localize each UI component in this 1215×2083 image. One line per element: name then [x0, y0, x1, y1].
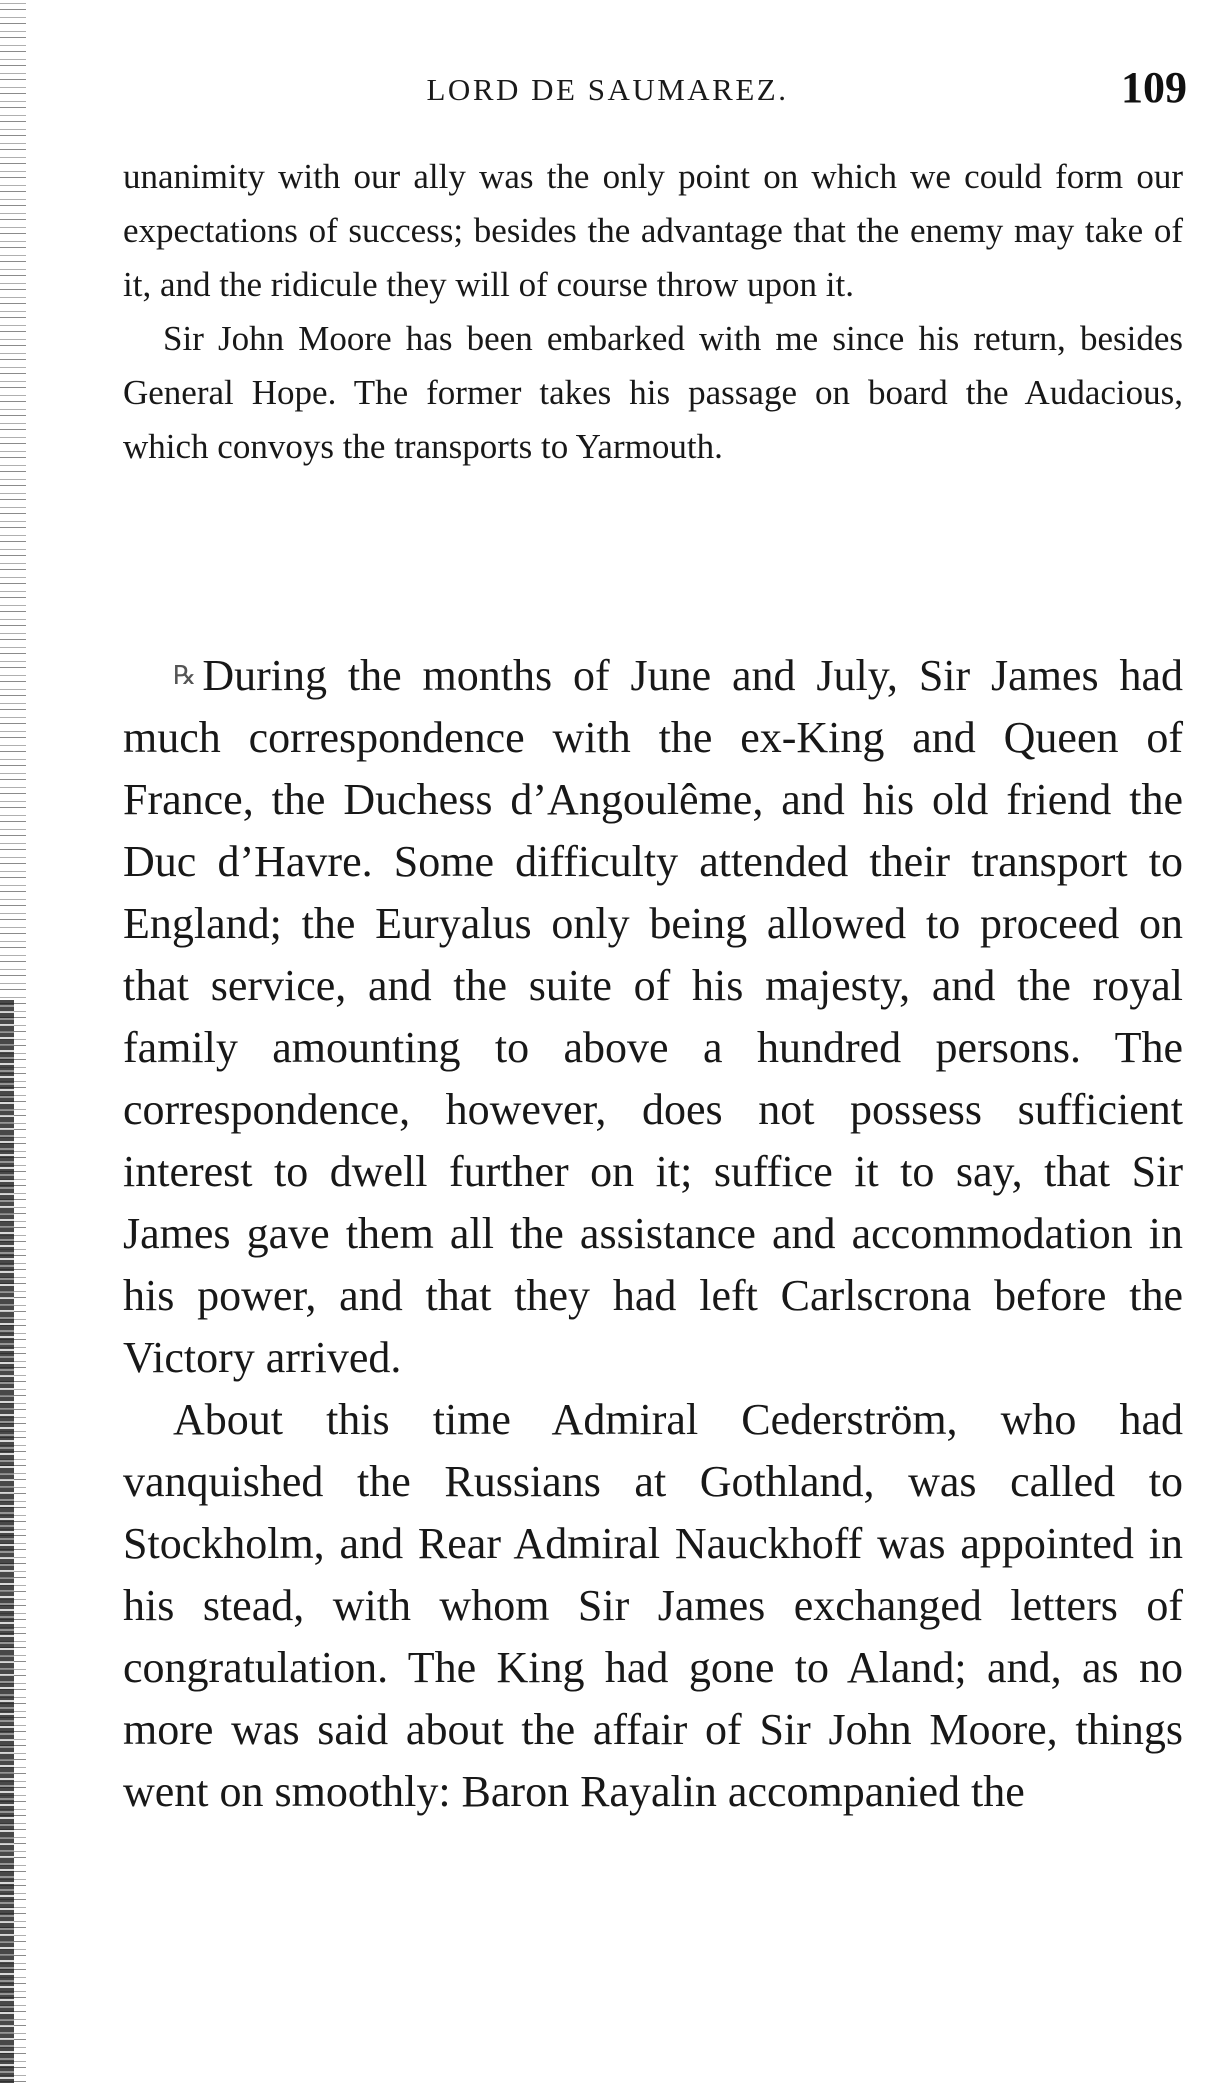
narrative-paragraph: About this time Admiral Cederström, who had vanquished the Russians at Gothland, was called to Stockholm, and Rear Admiral Nauckhoff was appointed in his stead, with whom Sir James exchanged letters of congratulation. The King had gone to Aland; and, as no more was said about the affair of Sir John Moore, things went on smoothly: Baron Rayalin accompanied the [123, 1395, 1183, 1816]
page-header [0, 62, 1215, 122]
quote-paragraph: unanimity with our ally was the only point on which we could form our expectations of success; besides the advantage that the enemy may take of it, and the ridicule they will of course throw upon it. [123, 157, 1183, 304]
quote-paragraph: Sir John Moore has been embarked with me since his return, besides General Hope. The former takes his passage on board the Audacious, which convoys the transports to Yarmouth. [123, 319, 1183, 466]
quoted-letter [123, 150, 1183, 474]
marginal-mark-icon: ℞ [173, 661, 197, 691]
binding-edge [0, 1000, 14, 2083]
page-number: 109 [1121, 63, 1187, 112]
narrative-paragraph [123, 645, 1183, 1389]
narrative-paragraph-text: During the months of June and July, Sir James had much correspondence with the ex-King and Queen of France, the Duchess d’Angoulême, and his old friend the Duc d’Havre. Some difficulty attended their transport to England; the Euryalus only being allowed to proceed on that service, and the suite of his majesty, and the royal family amounting to above a hundred persons. The correspondence, however, does not possess sufficient interest to dwell further on it; suffice it to say, that Sir James gave them all the assistance and accommodation in his power, and that they had left Carlscrona before the Victory arrived. [123, 651, 1183, 1382]
running-head: LORD DE SAUMAREZ. [426, 72, 789, 107]
narrative-text [123, 645, 1183, 1823]
